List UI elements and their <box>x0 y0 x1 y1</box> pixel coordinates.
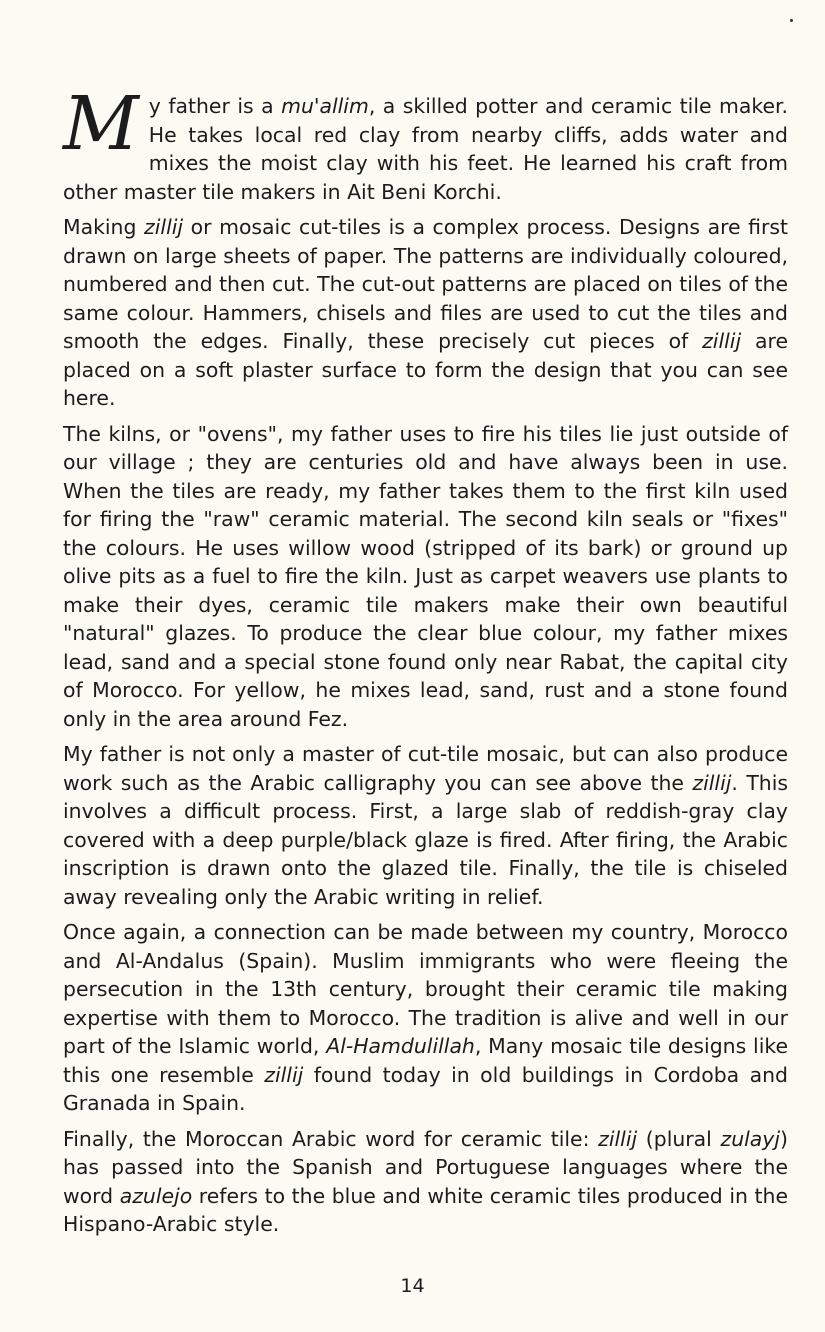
paragraph <box>63 213 788 413</box>
drop-cap: M <box>63 81 139 167</box>
text-run: Finally, the Moroccan Arabic word for ceramic tile: <box>63 1126 599 1151</box>
paragraph <box>63 81 788 206</box>
text-run: ) has passed into the Spanish and Portuguese languages where the word <box>63 1126 788 1208</box>
print-speck <box>790 19 793 22</box>
italic-term: zillij <box>264 1062 304 1087</box>
italic-term: zillij <box>702 329 742 353</box>
paragraph <box>63 918 788 1118</box>
text-run: The kilns, or "ovens", my father uses to fire his tiles lie just outside of our village ; they are centuries old and have always been in use. When the tiles are ready, my father takes them to the first kiln used for firing the "raw" ceramic material. The second kiln seals or "fixes" the colours. He uses willow wood (stripped of its bark) or ground up olive pits as a fuel to fire the kiln. Just as carpet weavers use plants to make their dyes, ceramic tile makers make their own beautiful "natural" glazes. To produce the clear blue colour, my father mixes lead, sand and a special stone found only near Rabat, the capital city of Morocco. For yellow, he mixes lead, sand, rust and a stone found only in the area around Fez. <box>63 421 788 731</box>
italic-term: zillij <box>692 770 732 795</box>
paragraph <box>63 740 788 911</box>
italic-term: Al-Hamdulillah <box>326 1034 475 1058</box>
paragraph <box>63 1125 788 1239</box>
text-run: are placed on a soft plaster surface to form the design that you can see here. <box>63 329 788 410</box>
paragraph <box>63 420 788 734</box>
body-text <box>63 81 788 1246</box>
text-run: refers to the blue and white ceramic tiles produced in the Hispano-Arabic style. <box>63 1183 788 1236</box>
page-number: 14 <box>400 1275 425 1297</box>
text-run: (plural <box>637 1126 721 1151</box>
italic-term: zillij <box>598 1126 638 1151</box>
text-run: , Many mosaic tile designs like this one resemble <box>63 1034 788 1087</box>
text-run: found today in old buildings in Cordoba and Granada in Spain. <box>63 1062 788 1115</box>
text-run: My father is not only a master of cut-tile mosaic, but can also produce work such as the Arabic calligraphy you can see above the <box>63 742 788 795</box>
text-run: , a skilled potter and ceramic tile maker. He takes local red clay from nearby cliffs, adds water and mixes the moist clay with his feet. He learned his craft from other master tile makers in Ait Beni Korchi. <box>63 94 788 204</box>
italic-term: zulayj <box>720 1126 781 1151</box>
text-run: Making <box>63 215 145 239</box>
italic-term: mu'allim <box>281 94 369 118</box>
italic-term: zillij <box>144 215 184 239</box>
text-run: . This involves a difficult process. First, a large slab of reddish-gray clay covered with a deep purple/black glaze is fired. After firing, the Arabic inscription is drawn onto the glazed tile. Finally, the tile is chiseled away revealing only the Arabic writing in relief. <box>63 770 788 909</box>
text-run: or mosaic cut-tiles is a complex process. Designs are first drawn on large sheets of paper. The patterns are individually coloured, numbered and then cut. The cut-out patterns are placed on tiles of the same colour. Hammers, chisels and files are used to cut the tiles and smooth the edges. Finally, these precisely cut pieces of <box>63 215 788 353</box>
text-run: y father is a <box>148 94 282 118</box>
italic-term: azulejo <box>119 1183 193 1208</box>
text-run: Once again, a connection can be made between my country, Morocco and Al-Andalus (Spain). Muslim immigrants who were fleeing the persecution in the 13th century, brought their ceramic tile making expertise with them to Morocco. The tradition is alive and well in our part of the Islamic world, <box>63 920 788 1058</box>
